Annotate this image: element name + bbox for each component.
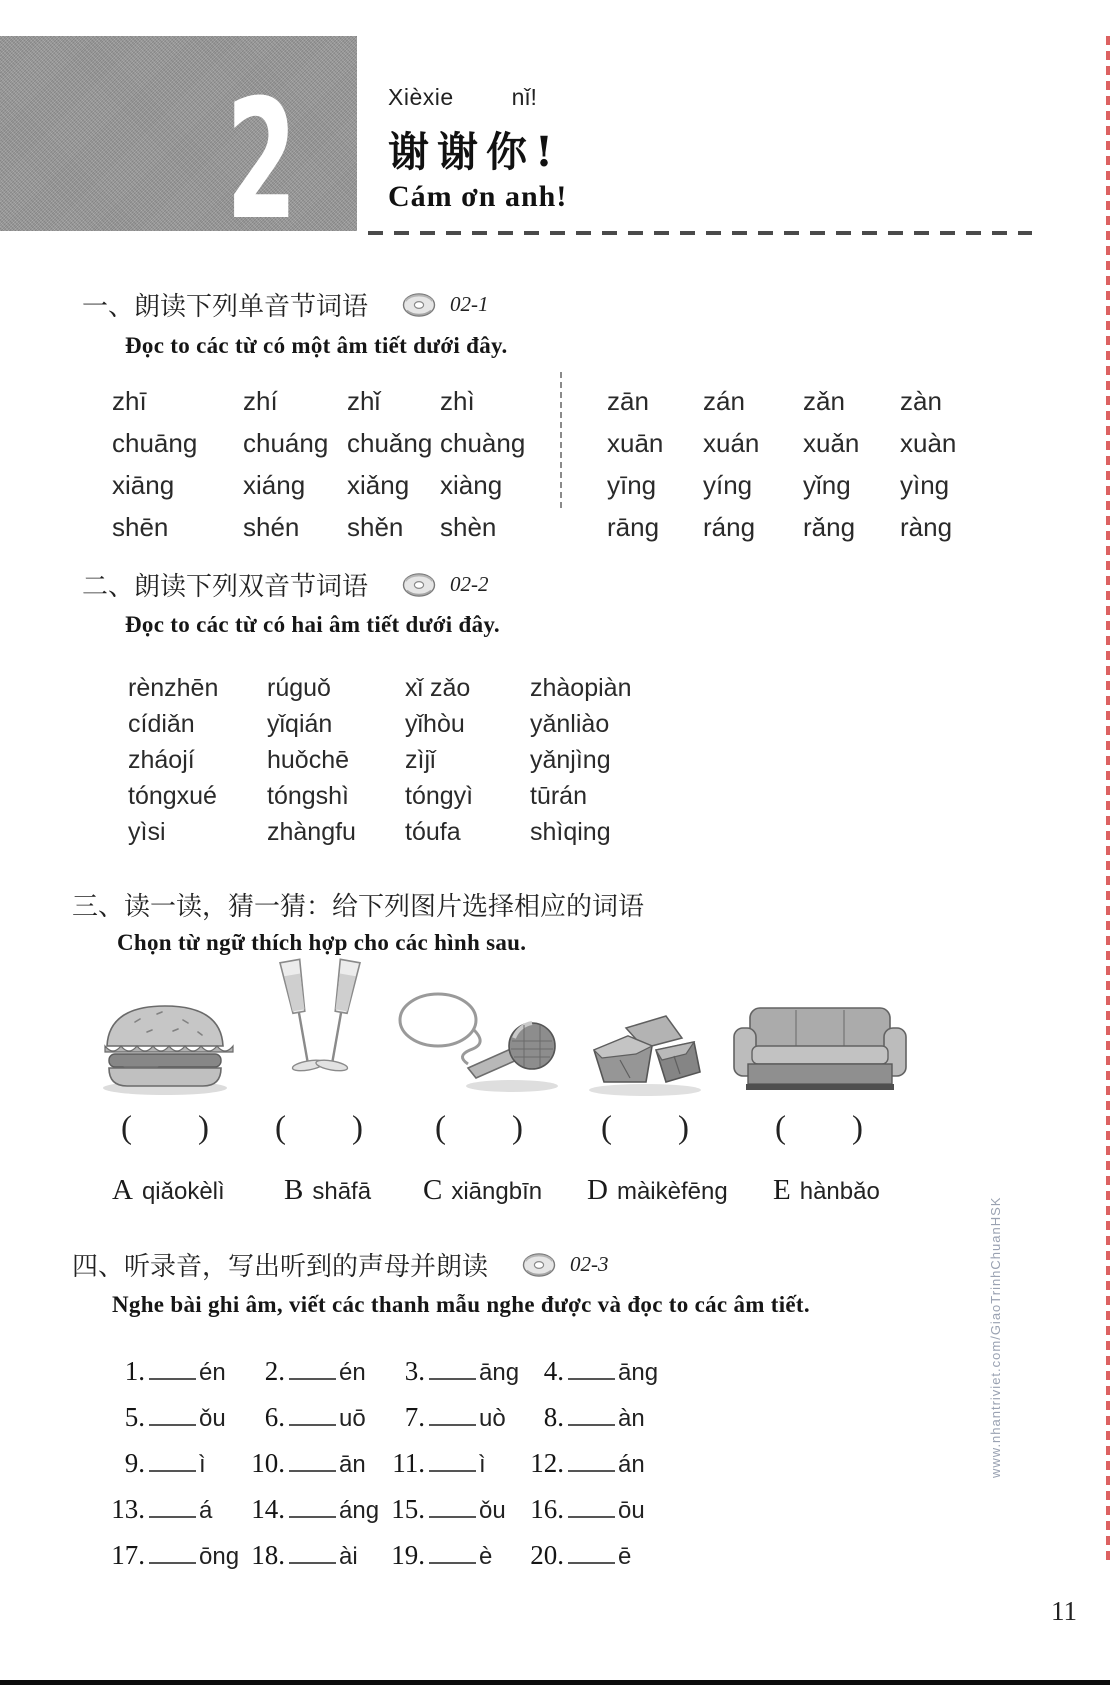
item-number: 3. xyxy=(404,1355,425,1386)
option-c xyxy=(423,1174,542,1207)
word-cell: yìsi xyxy=(128,817,166,846)
audio-track-label: 02-3 xyxy=(570,1252,609,1276)
item-final: ōu xyxy=(618,1496,645,1524)
item-number: 4. xyxy=(543,1355,564,1386)
section2-number: 二、 xyxy=(82,572,135,602)
hamburger-image xyxy=(92,948,238,1098)
answer-item xyxy=(243,1356,383,1387)
word-cell: shìqing xyxy=(530,817,611,846)
paren-close: ) xyxy=(512,1110,523,1146)
word-cell: tóufa xyxy=(405,817,461,846)
word-cell: tūrán xyxy=(530,781,587,810)
answer-item xyxy=(522,1540,672,1571)
word-cell: yǐhòu xyxy=(405,709,465,738)
pinyin-cell: rāng xyxy=(607,511,660,542)
pinyin-cell: xuǎn xyxy=(803,427,860,458)
publisher-site-text: www.nhantriviet.com/GiaoTrinhChuanHSK xyxy=(988,1196,1003,1478)
item-final: én xyxy=(199,1358,226,1386)
answer-item xyxy=(103,1356,243,1387)
item-final: ì xyxy=(479,1450,486,1478)
section3-instruction-vi: Chọn từ ngữ thích hợp cho các hình sau. xyxy=(117,930,527,955)
pinyin-cell: zhì xyxy=(440,385,475,416)
option-a xyxy=(112,1174,225,1207)
item-final: è xyxy=(479,1542,493,1570)
answer-blank-parens xyxy=(435,1110,523,1147)
write-in-blank xyxy=(149,1454,196,1472)
paren-close: ) xyxy=(852,1110,863,1146)
write-in-blank xyxy=(568,1362,615,1380)
item-final: ōng xyxy=(199,1542,240,1570)
section4-answer-grid xyxy=(103,1348,672,1578)
page-edge-red-dashes xyxy=(1106,36,1110,1560)
answer-item xyxy=(383,1448,522,1479)
answer-item xyxy=(243,1448,383,1479)
microphone-image xyxy=(392,948,568,1098)
item-final: ān xyxy=(339,1450,366,1478)
table-divider-dashed-line xyxy=(560,372,562,508)
section1-number: 一、 xyxy=(82,292,135,322)
item-number: 17. xyxy=(111,1539,145,1570)
lesson-title-vietnamese: Cám ơn anh! xyxy=(388,180,568,213)
option-word: shāfā xyxy=(312,1178,372,1205)
lesson-number-box xyxy=(0,36,357,256)
word-cell: tóngshì xyxy=(267,781,350,810)
word-cell: yǐqián xyxy=(267,709,333,738)
pinyin-cell: chuāng xyxy=(112,427,198,458)
page-number: 11 xyxy=(1051,1596,1077,1626)
pinyin-cell: shén xyxy=(243,511,300,542)
answer-item xyxy=(383,1540,522,1571)
pinyin-cell: xiǎng xyxy=(347,469,410,500)
paren-open: ( xyxy=(435,1110,446,1146)
section3-number: 三、 xyxy=(72,892,125,922)
section2-word-table xyxy=(128,670,680,850)
section4-heading xyxy=(72,1246,609,1283)
pinyin-word-2: nǐ! xyxy=(511,84,538,110)
option-letter: B xyxy=(284,1174,304,1206)
word-cell: rúguǒ xyxy=(267,673,331,702)
word-cell: zháojí xyxy=(128,745,195,774)
pinyin-cell: shèn xyxy=(440,511,497,542)
pinyin-cell: shěn xyxy=(347,511,404,542)
section2-instruction-vi: Đọc to các từ có hai âm tiết dưới đây. xyxy=(125,612,500,637)
write-in-blank xyxy=(149,1500,196,1518)
pinyin-cell: xiáng xyxy=(243,469,306,500)
pinyin-cell: zān xyxy=(607,385,649,416)
option-word: màikèfēng xyxy=(616,1178,728,1205)
answer-item xyxy=(243,1494,383,1525)
item-final: án xyxy=(618,1450,645,1478)
write-in-blank xyxy=(289,1546,336,1564)
item-number: 20. xyxy=(530,1539,564,1570)
write-in-blank xyxy=(289,1500,336,1518)
write-in-blank xyxy=(289,1454,336,1472)
item-final: āng xyxy=(618,1358,659,1386)
item-number: 7. xyxy=(404,1401,425,1432)
item-number: 12. xyxy=(530,1447,564,1478)
answer-item xyxy=(103,1494,243,1525)
item-final: uò xyxy=(479,1404,506,1432)
word-cell: xǐ zǎo xyxy=(405,673,471,702)
answer-blank-parens xyxy=(775,1110,863,1147)
item-final: ē xyxy=(618,1542,632,1570)
item-number: 2. xyxy=(264,1355,285,1386)
section3-title: 读一读，猜一猜：给下列图片选择相应的词语 xyxy=(124,892,645,922)
option-word: xiāngbīn xyxy=(451,1178,543,1205)
paren-close: ) xyxy=(678,1110,689,1146)
write-in-blank xyxy=(429,1500,476,1518)
item-final: āng xyxy=(479,1358,520,1386)
item-number: 10. xyxy=(251,1447,285,1478)
answer-item xyxy=(522,1356,672,1387)
section4-title: 听录音，写出听到的声母并朗读 xyxy=(124,1252,489,1282)
paren-open: ( xyxy=(601,1110,612,1146)
page-bottom-bar xyxy=(0,1680,1110,1685)
pinyin-word-1: Xièxie xyxy=(388,84,454,110)
item-number: 6. xyxy=(264,1401,285,1432)
pinyin-cell: xuán xyxy=(703,427,760,458)
pinyin-cell: zǎn xyxy=(803,385,845,416)
paren-open: ( xyxy=(775,1110,786,1146)
answer-item xyxy=(383,1494,522,1525)
audio-track-label: 02-2 xyxy=(450,572,489,596)
section1-heading xyxy=(82,286,489,323)
cd-icon xyxy=(402,572,436,598)
write-in-blank xyxy=(429,1546,476,1564)
lesson-title-block xyxy=(388,84,567,214)
pinyin-cell: yìng xyxy=(900,469,950,500)
pinyin-cell: chuǎng xyxy=(347,427,433,458)
answer-item xyxy=(522,1448,672,1479)
option-d xyxy=(587,1174,728,1207)
section4-instruction-vi: Nghe bài ghi âm, viết các thanh mẫu nghe được và đọc to các âm tiết. xyxy=(112,1292,810,1317)
item-final: àn xyxy=(618,1404,645,1432)
pinyin-cell: ràng xyxy=(900,511,953,542)
write-in-blank xyxy=(568,1408,615,1426)
item-number: 18. xyxy=(251,1539,285,1570)
pinyin-cell: zán xyxy=(703,385,745,416)
item-final: áng xyxy=(339,1496,380,1524)
pinyin-cell: chuáng xyxy=(243,427,329,458)
pinyin-cell: xiāng xyxy=(112,469,175,500)
pinyin-cell: yīng xyxy=(607,469,657,500)
answer-blank-parens xyxy=(601,1110,689,1147)
option-b xyxy=(284,1174,371,1207)
section1-pinyin-table-left xyxy=(112,380,550,548)
option-word: hànbǎo xyxy=(799,1178,880,1205)
write-in-blank xyxy=(289,1362,336,1380)
item-final: én xyxy=(339,1358,366,1386)
option-letter: A xyxy=(112,1174,133,1206)
answer-blank-parens xyxy=(121,1110,209,1147)
section1-instruction-vi: Đọc to các từ có một âm tiết dưới đây. xyxy=(125,333,508,358)
word-cell: yǎnliào xyxy=(530,709,610,738)
pinyin-cell: xuān xyxy=(607,427,664,458)
audio-track-label: 02-1 xyxy=(450,292,489,316)
pinyin-cell: zhī xyxy=(112,385,147,416)
section2-title: 朗读下列双音节词语 xyxy=(134,572,369,602)
write-in-blank xyxy=(568,1546,615,1564)
pinyin-cell: zàn xyxy=(900,385,942,416)
section1-pinyin-table-right xyxy=(607,380,1000,548)
cd-icon xyxy=(522,1252,556,1278)
write-in-blank xyxy=(568,1500,615,1518)
pinyin-cell: yǐng xyxy=(803,469,851,500)
word-cell: cídiǎn xyxy=(128,709,195,738)
pinyin-cell: chuàng xyxy=(440,427,526,458)
write-in-blank xyxy=(429,1408,476,1426)
word-cell: zhàngfu xyxy=(267,817,356,846)
item-number: 1. xyxy=(124,1355,145,1386)
item-number: 16. xyxy=(530,1493,564,1524)
option-letter: D xyxy=(587,1174,608,1206)
paren-close: ) xyxy=(198,1110,209,1146)
item-number: 15. xyxy=(391,1493,425,1524)
option-e xyxy=(773,1174,880,1207)
lesson-title-pinyin xyxy=(388,84,567,111)
pinyin-cell: ráng xyxy=(703,511,756,542)
option-letter: C xyxy=(423,1174,443,1206)
write-in-blank xyxy=(289,1408,336,1426)
answer-item xyxy=(522,1494,672,1525)
item-final: ài xyxy=(339,1542,358,1570)
answer-blank-parens xyxy=(275,1110,363,1147)
header-dashed-line xyxy=(368,231,1032,235)
item-final: ǒu xyxy=(479,1496,506,1524)
paren-open: ( xyxy=(121,1110,132,1146)
paren-close: ) xyxy=(352,1110,363,1146)
chocolate-image xyxy=(578,948,712,1098)
section3-heading xyxy=(72,886,644,923)
answer-item xyxy=(522,1402,672,1433)
word-cell: tóngxué xyxy=(128,781,217,810)
item-number: 13. xyxy=(111,1493,145,1524)
word-cell: yǎnjìng xyxy=(530,745,611,774)
item-final: ì xyxy=(199,1450,206,1478)
answer-item xyxy=(243,1402,383,1433)
pinyin-cell: rǎng xyxy=(803,511,856,542)
item-number: 14. xyxy=(251,1493,285,1524)
write-in-blank xyxy=(149,1362,196,1380)
answer-item xyxy=(243,1540,383,1571)
answer-item xyxy=(383,1402,522,1433)
section1-title: 朗读下列单音节词语 xyxy=(134,292,369,322)
option-word: qiǎokèlì xyxy=(141,1178,225,1205)
answer-item xyxy=(103,1402,243,1433)
write-in-blank xyxy=(568,1454,615,1472)
lesson-number: 2 xyxy=(226,64,298,256)
pinyin-cell: xiàng xyxy=(440,469,503,500)
item-number: 11. xyxy=(392,1447,425,1478)
answer-item xyxy=(103,1540,243,1571)
item-final: á xyxy=(199,1496,213,1524)
item-number: 9. xyxy=(124,1447,145,1478)
answer-item xyxy=(103,1448,243,1479)
champagne-glasses-image xyxy=(268,948,372,1098)
write-in-blank xyxy=(429,1454,476,1472)
item-number: 5. xyxy=(124,1401,145,1432)
item-final: ǒu xyxy=(199,1404,226,1432)
write-in-blank xyxy=(149,1408,196,1426)
word-cell: rènzhēn xyxy=(128,673,219,702)
pinyin-cell: zhǐ xyxy=(347,385,381,416)
answer-item xyxy=(383,1356,522,1387)
word-cell: zìjǐ xyxy=(405,745,436,774)
paren-open: ( xyxy=(275,1110,286,1146)
section4-number: 四、 xyxy=(72,1252,125,1282)
write-in-blank xyxy=(429,1362,476,1380)
sofa-image xyxy=(732,948,908,1098)
pinyin-cell: xuàn xyxy=(900,427,957,458)
option-letter: E xyxy=(773,1174,791,1206)
item-number: 8. xyxy=(543,1401,564,1432)
word-cell: zhàopiàn xyxy=(530,673,632,702)
cd-icon xyxy=(402,292,436,318)
lesson-title-chinese: 谢谢你! xyxy=(388,128,561,176)
pinyin-cell: yíng xyxy=(703,469,753,500)
write-in-blank xyxy=(149,1546,196,1564)
section2-heading xyxy=(82,566,489,603)
pinyin-cell: zhí xyxy=(243,385,278,416)
item-number: 19. xyxy=(391,1539,425,1570)
pinyin-cell: shēn xyxy=(112,511,169,542)
word-cell: huǒchē xyxy=(267,745,350,774)
word-cell: tóngyì xyxy=(405,781,474,810)
item-final: uō xyxy=(339,1404,366,1432)
